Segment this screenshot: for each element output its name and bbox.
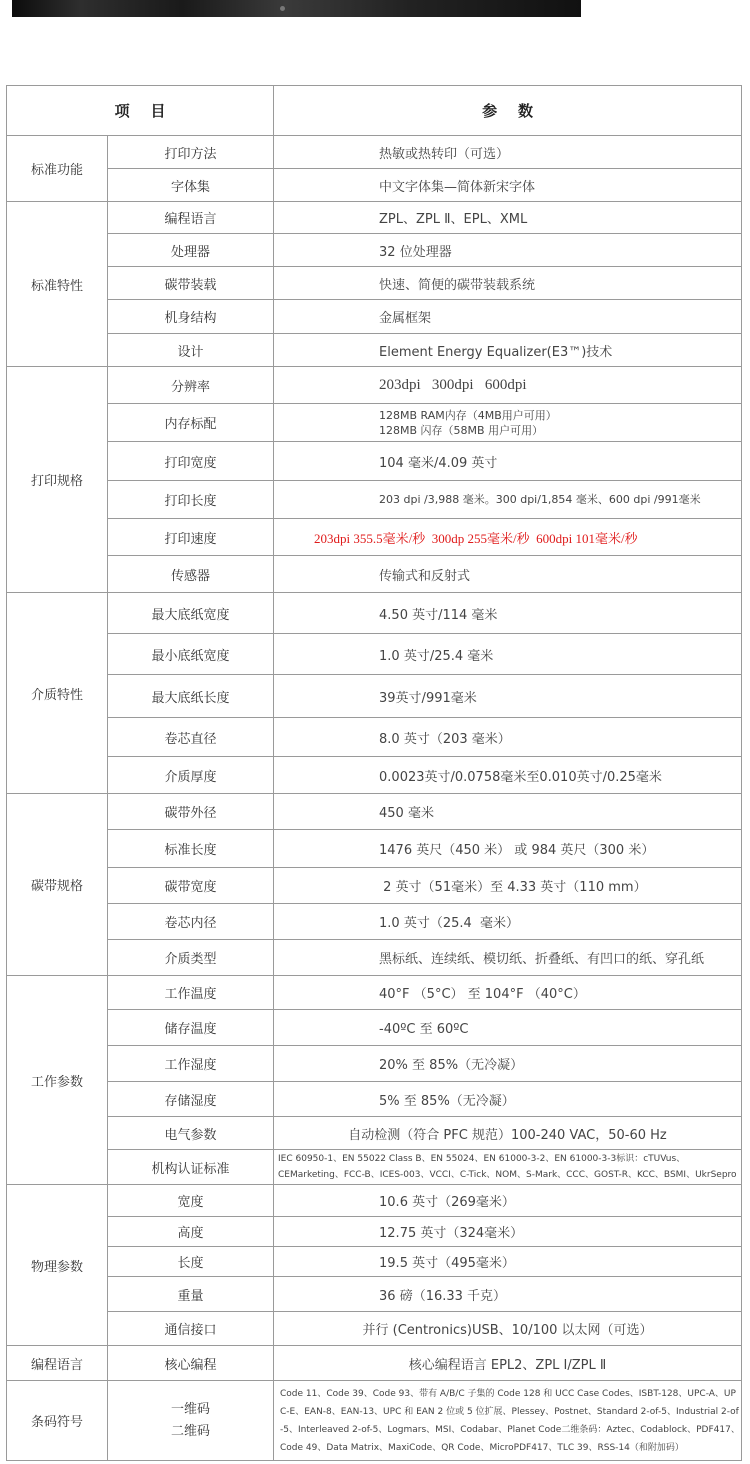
category-cell: 编程语言 (7, 1346, 108, 1381)
item-cell: 高度 (108, 1217, 274, 1247)
table-row (7, 1277, 742, 1312)
memory-line: 128MB RAM内存（4MB用户可用） (379, 408, 557, 422)
item-cell: 打印速度 (108, 519, 274, 556)
item-cell: 内存标配 (108, 404, 274, 442)
value-cell: 1476 英尺（450 米） 或 984 英尺（300 米） (274, 830, 742, 868)
table-row (7, 1185, 742, 1217)
value-cell: 20% 至 85%（无冷凝） (274, 1046, 742, 1082)
value-cell: 12.75 英寸（324毫米） (274, 1217, 742, 1247)
value-cell: 39英寸/991毫米 (274, 675, 742, 718)
value-cell: 1.0 英寸/25.4 毫米 (274, 634, 742, 675)
table-row (7, 442, 742, 481)
table-row (7, 940, 742, 976)
category-cell: 工作参数 (7, 976, 108, 1185)
table-row (7, 757, 742, 794)
item-cell: 碳带装载 (108, 267, 274, 300)
table-row (7, 868, 742, 904)
value-cell: 自动检测（符合 PFC 规范）100-240 VAC，50-60 Hz (274, 1117, 742, 1150)
spec-table (6, 85, 742, 1461)
table-row (7, 1247, 742, 1277)
table-row (7, 202, 742, 234)
item-cell: 传感器 (108, 556, 274, 593)
value-cell: Element Energy Equalizer(E3™)技术 (274, 334, 742, 367)
item-cell: 设计 (108, 334, 274, 367)
item-cell: 标准长度 (108, 830, 274, 868)
table-row (7, 976, 742, 1010)
table-row (7, 267, 742, 300)
value-cell: 热敏或热转印（可选） (274, 136, 742, 169)
table-row (7, 1010, 742, 1046)
table-row (7, 794, 742, 830)
memory-line: 128MB 闪存（58MB 用户可用） (379, 423, 544, 437)
table-row (7, 830, 742, 868)
value-cell: 32 位处理器 (274, 234, 742, 267)
value-cell: 核心编程语言 EPL2、ZPL I/ZPL Ⅱ (274, 1346, 742, 1381)
item-cell: 通信接口 (108, 1312, 274, 1346)
value-cell: 4.50 英寸/114 毫米 (274, 593, 742, 634)
value-cell: 8.0 英寸（203 毫米） (274, 718, 742, 757)
value-cell: IEC 60950-1、EN 55022 Class B、EN 55024、EN 61000-3-2、EN 61000-3-3标识：cTUVus、CEMarketing、FCC-B、ICES-003、VCCI、C-Tick、NOM、S-Mark、CCC、GOST-R、KCC、BSMI、UkrSepro (274, 1150, 742, 1185)
item-cell: 打印长度 (108, 481, 274, 519)
table-header-row (7, 86, 742, 136)
item-cell: 打印宽度 (108, 442, 274, 481)
item-cell: 介质厚度 (108, 757, 274, 794)
category-cell: 介质特性 (7, 593, 108, 794)
table-row (7, 404, 742, 442)
table-row (7, 904, 742, 940)
item-cell: 宽度 (108, 1185, 274, 1217)
barcode-2d-label: 二维码 (171, 1423, 211, 1439)
value-cell: 5% 至 85%（无冷凝） (274, 1082, 742, 1117)
photo-detail (280, 6, 285, 11)
item-cell: 编程语言 (108, 202, 274, 234)
value-cell: 0.0023英寸/0.0758毫米至0.010英寸/0.25毫米 (274, 757, 742, 794)
table-row (7, 367, 742, 404)
table-row (7, 169, 742, 202)
category-cell: 打印规格 (7, 367, 108, 593)
item-cell: 储存温度 (108, 1010, 274, 1046)
item-cell: 介质类型 (108, 940, 274, 976)
table-row (7, 1150, 742, 1185)
item-cell: 机构认证标准 (108, 1150, 274, 1185)
value-cell: 2 英寸（51毫米）至 4.33 英寸（110 mm） (274, 868, 742, 904)
table-row (7, 718, 742, 757)
value-cell: 中文字体集—简体新宋字体 (274, 169, 742, 202)
item-cell: 长度 (108, 1247, 274, 1277)
table-row (7, 634, 742, 675)
value-cell: 并行 (Centronics)USB、10/100 以太网（可选） (274, 1312, 742, 1346)
value-cell: 19.5 英寸（495毫米） (274, 1247, 742, 1277)
table-row (7, 675, 742, 718)
value-cell: 1.0 英寸（25.4 毫米） (274, 904, 742, 940)
value-cell: 203dpi 300dpi 600dpi (274, 367, 742, 404)
item-cell: 电气参数 (108, 1117, 274, 1150)
item-cell: 重量 (108, 1277, 274, 1312)
value-cell: 203 dpi /3,988 毫米。300 dpi/1,854 毫米、600 dpi /991毫米 (274, 481, 742, 519)
category-cell: 标准功能 (7, 136, 108, 202)
item-cell: 核心编程 (108, 1346, 274, 1381)
item-cell (108, 1381, 274, 1461)
item-cell: 碳带宽度 (108, 868, 274, 904)
table-row (7, 1217, 742, 1247)
header-param: 参 数 (274, 86, 742, 136)
item-cell: 工作温度 (108, 976, 274, 1010)
category-cell: 条码符号 (7, 1381, 108, 1461)
value-cell: 36 磅（16.33 千克） (274, 1277, 742, 1312)
item-cell: 最大底纸长度 (108, 675, 274, 718)
table-row (7, 300, 742, 334)
table-row (7, 334, 742, 367)
table-row (7, 481, 742, 519)
table-row (7, 593, 742, 634)
value-cell: 10.6 英寸（269毫米） (274, 1185, 742, 1217)
value-cell: Code 11、Code 39、Code 93、带有 A/B/C 子集的 Code 128 和 UCC Case Codes、ISBT-128、UPC-A、UPC-E、EAN-8、EAN-13、UPC 和 EAN 2 位或 5 位扩展、Plessey、Postnet、Standard 2-of-5、Industrial 2-of-5、Interleaved 2-of-5、Logmars、MSI、Codabar、Planet Code二维条码：Aztec、Codablock、PDF417、Code 49、Data Matrix、MaxiCode、QR Code、MicroPDF417、TLC 39、RSS-14（和附加码） (274, 1381, 742, 1461)
value-cell: 金属框架 (274, 300, 742, 334)
value-cell: 黑标纸、连续纸、模切纸、折叠纸、有凹口的纸、穿孔纸 (274, 940, 742, 976)
item-cell: 存储湿度 (108, 1082, 274, 1117)
barcode-1d-label: 一维码 (171, 1401, 211, 1417)
value-cell: ZPL、ZPL Ⅱ、EPL、XML (274, 202, 742, 234)
value-cell: 203dpi 355.5毫米/秒 300dp 255毫米/秒 600dpi 101毫米/秒 (274, 519, 742, 556)
value-cell: 快速、简便的碳带装载系统 (274, 267, 742, 300)
table-row (7, 519, 742, 556)
item-cell: 机身结构 (108, 300, 274, 334)
table-row (7, 1346, 742, 1381)
item-cell: 碳带外径 (108, 794, 274, 830)
item-cell: 分辨率 (108, 367, 274, 404)
table-row (7, 136, 742, 169)
table-row (7, 1312, 742, 1346)
item-cell: 字体集 (108, 169, 274, 202)
category-cell: 标准特性 (7, 202, 108, 367)
item-cell: 处理器 (108, 234, 274, 267)
category-cell: 物理参数 (7, 1185, 108, 1346)
item-cell: 最大底纸宽度 (108, 593, 274, 634)
value-cell: -40ºC 至 60ºC (274, 1010, 742, 1046)
item-cell: 工作湿度 (108, 1046, 274, 1082)
table-row (7, 234, 742, 267)
item-cell: 最小底纸宽度 (108, 634, 274, 675)
category-cell: 碳带规格 (7, 794, 108, 976)
value-cell: 40°F （5°C） 至 104°F （40°C） (274, 976, 742, 1010)
item-cell: 卷芯直径 (108, 718, 274, 757)
value-cell: 104 毫米/4.09 英寸 (274, 442, 742, 481)
item-cell: 打印方法 (108, 136, 274, 169)
table-row (7, 1381, 742, 1461)
item-cell: 卷芯内径 (108, 904, 274, 940)
table-row (7, 1117, 742, 1150)
table-row (7, 556, 742, 593)
value-cell: 传输式和反射式 (274, 556, 742, 593)
table-row (7, 1082, 742, 1117)
product-photo-strip (12, 0, 581, 17)
table-row (7, 1046, 742, 1082)
value-cell (274, 404, 742, 442)
value-cell: 450 毫米 (274, 794, 742, 830)
header-item: 项 目 (7, 86, 274, 136)
